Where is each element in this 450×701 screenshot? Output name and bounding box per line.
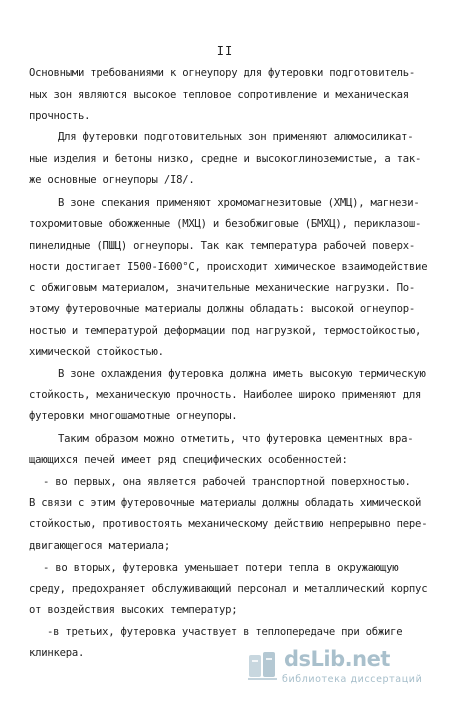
text-line: же основные огнеупоры /I8/. bbox=[29, 174, 195, 186]
text-line: ные изделия и бетоны низко, средне и высокоглиноземистые, а так- bbox=[29, 153, 422, 165]
text-line: ностью и температурой деформации под нагрузкой, термостойкостью, bbox=[29, 325, 422, 337]
text-line: двигающегося материала; bbox=[29, 540, 170, 552]
text-line: пинелидные (ПШЦ) огнеупоры. Так как температура рабочей поверх- bbox=[29, 240, 416, 252]
text-line: химической стойкостью. bbox=[29, 346, 164, 358]
text-line: - во вторых, футеровка уменьшает потери тепла в окружающую bbox=[43, 562, 399, 574]
book-logo-icon bbox=[246, 649, 280, 683]
page-number: II bbox=[216, 44, 234, 58]
watermark-title: dsLib.net bbox=[284, 647, 390, 671]
text-line: В зоне спекания применяют хромомагнезитовые (ХМЦ), магнези- bbox=[58, 197, 420, 209]
text-line: Основными требованиями к огнеупору для футеровки подготовитель- bbox=[29, 67, 416, 79]
text-line: ности достигает I500-I600°С, происходит химическое взаимодействие bbox=[29, 261, 428, 273]
text-line: -в третьих, футеровка участвует в теплопередаче при обжиге bbox=[47, 626, 403, 638]
text-line: этому футеровочные материалы должны обладать: высокой огнеупор- bbox=[29, 303, 416, 315]
text-line: прочность. bbox=[29, 110, 91, 122]
text-line: В зоне охлаждения футеровка должна иметь высокую термическую bbox=[58, 368, 426, 380]
text-line: - во первых, она является рабочей транспортной поверхностью. bbox=[43, 476, 411, 488]
text-line: футеровки многошамотные огнеупоры. bbox=[29, 410, 238, 422]
text-line: клинкера. bbox=[29, 647, 85, 659]
text-line: с обжиговым материалом, значительные механические нагрузки. По- bbox=[29, 282, 416, 294]
text-line: от воздействия высоких температур; bbox=[29, 604, 238, 616]
watermark-subtitle: библиотека диссертаций bbox=[282, 674, 423, 685]
watermark bbox=[246, 647, 436, 689]
text-line: стойкость, механическую прочность. Наиболее широко применяют для bbox=[29, 389, 422, 401]
text-line: стойкостью, противостоять механическому действию непрерывно пере- bbox=[29, 518, 428, 530]
text-line: среду, предохраняет обслуживающий персонал и металлический корпус bbox=[29, 583, 428, 595]
text-line: ных зон являются высокое тепловое сопротивление и механическая bbox=[29, 89, 409, 101]
text-line: щающихся печей имеет ряд специфических особенностей: bbox=[29, 454, 348, 466]
text-line: тохромитовые обожженные (МХЦ) и безобжиговые (БМХЦ), периклазош- bbox=[29, 218, 422, 230]
text-line: Таким образом можно отметить, что футеровка цементных вра- bbox=[58, 433, 414, 445]
text-line: В связи с этим футеровочные материалы должны обладать химической bbox=[29, 497, 422, 509]
text-line: Для футеровки подготовительных зон применяют алюмосиликат- bbox=[58, 131, 414, 143]
